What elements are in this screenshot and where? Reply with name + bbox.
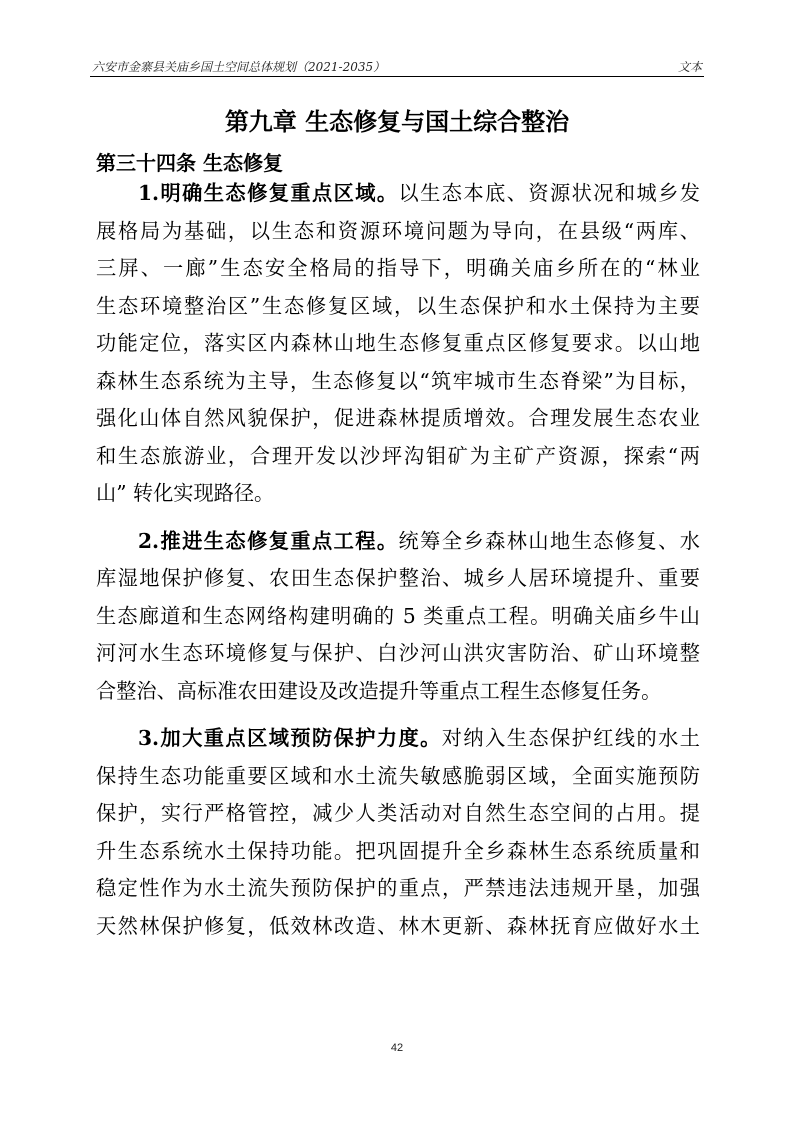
paragraph-line: 强化山体自然风貌保护，促进森林提质增效。合理发展生态农业 (96, 406, 700, 430)
paragraph-3 (96, 720, 700, 945)
paragraph-line: 森林生态系统为主导，生态修复以“筑牢城市生态脊梁”为目标， (96, 368, 700, 393)
paragraph-line: 山” 转化实现路径。 (96, 481, 275, 505)
paragraph-2 (96, 523, 700, 711)
paragraph-text: 对纳入生态保护红线的水土 (441, 726, 700, 750)
paragraph-text: 以生态本底、资源状况和城乡发 (398, 181, 700, 205)
paragraph-lead: 3.加大重点区域预防保护力度。 (138, 726, 442, 750)
paragraph-line: 功能定位，落实区内森林山地生态修复重点区修复要求。以山地 (96, 331, 700, 355)
header-section-label: 文本 (677, 60, 702, 74)
paragraph-line: 天然林保护修复，低效林改造、林木更新、森林抚育应做好水土 (96, 913, 700, 938)
paragraph-line: 保护，实行严格管控，减少人类活动对自然生态空间的占用。提 (96, 801, 700, 825)
paragraph-first-line (96, 175, 700, 213)
paragraph-line: 展格局为基础，以生态和资源环境问题为导向，在县级“两库、 (96, 218, 700, 243)
paragraph-text: 统筹全乡森林山地生态修复、水 (398, 528, 700, 553)
paragraph-lead: 1.明确生态修复重点区域。 (138, 181, 399, 205)
paragraph-line: 河河水生态环境修复与保护、白沙河山洪灾害防治、矿山环境整 (96, 641, 700, 665)
paragraph-line: 升生态系统水土保持功能。把巩固提升全乡森林生态系统质量和 (96, 838, 700, 863)
paragraph-line: 生态环境整治区”生态修复区域，以生态保护和水土保持为主要 (96, 293, 700, 318)
page-number: 42 (390, 1042, 404, 1054)
page-header (90, 54, 704, 77)
section-title: 第三十四条 生态修复 (96, 151, 283, 175)
paragraph-line: 库湿地保护修复、农田生态保护整治、城乡人居环境提升、重要 (96, 566, 700, 590)
paragraph-line: 三屏、一廊”生态安全格局的指导下，明确关庙乡所在的“林业 (96, 256, 700, 280)
paragraph-line: 合整治、高标准农田建设及改造提升等重点工程生态修复任务。 (96, 678, 662, 703)
paragraph-line: 稳定性作为水土流失预防保护的重点，严禁违法违规开垦，加强 (96, 876, 700, 900)
paragraph-first-line (96, 523, 700, 561)
paragraph-line: 和生态旅游业，合理开发以沙坪沟钼矿为主矿产资源，探索“两 (96, 443, 700, 468)
paragraph-lead: 2.推进生态修复重点工程。 (138, 528, 399, 553)
body-text (96, 175, 700, 955)
paragraph-line: 生态廊道和生态网络构建明确的 5 类重点工程。明确关庙乡牛山 (96, 603, 700, 628)
paragraph-1 (96, 175, 700, 513)
header-document-title: 六安市金寨县关庙乡国土空间总体规划（2021-2035） (92, 60, 386, 74)
chapter-title: 第九章 生态修复与国土综合整治 (224, 108, 570, 136)
paragraph-line: 保持生态功能重要区域和水土流失敏感脆弱区域，全面实施预防 (96, 763, 700, 788)
paragraph-first-line (96, 720, 700, 758)
